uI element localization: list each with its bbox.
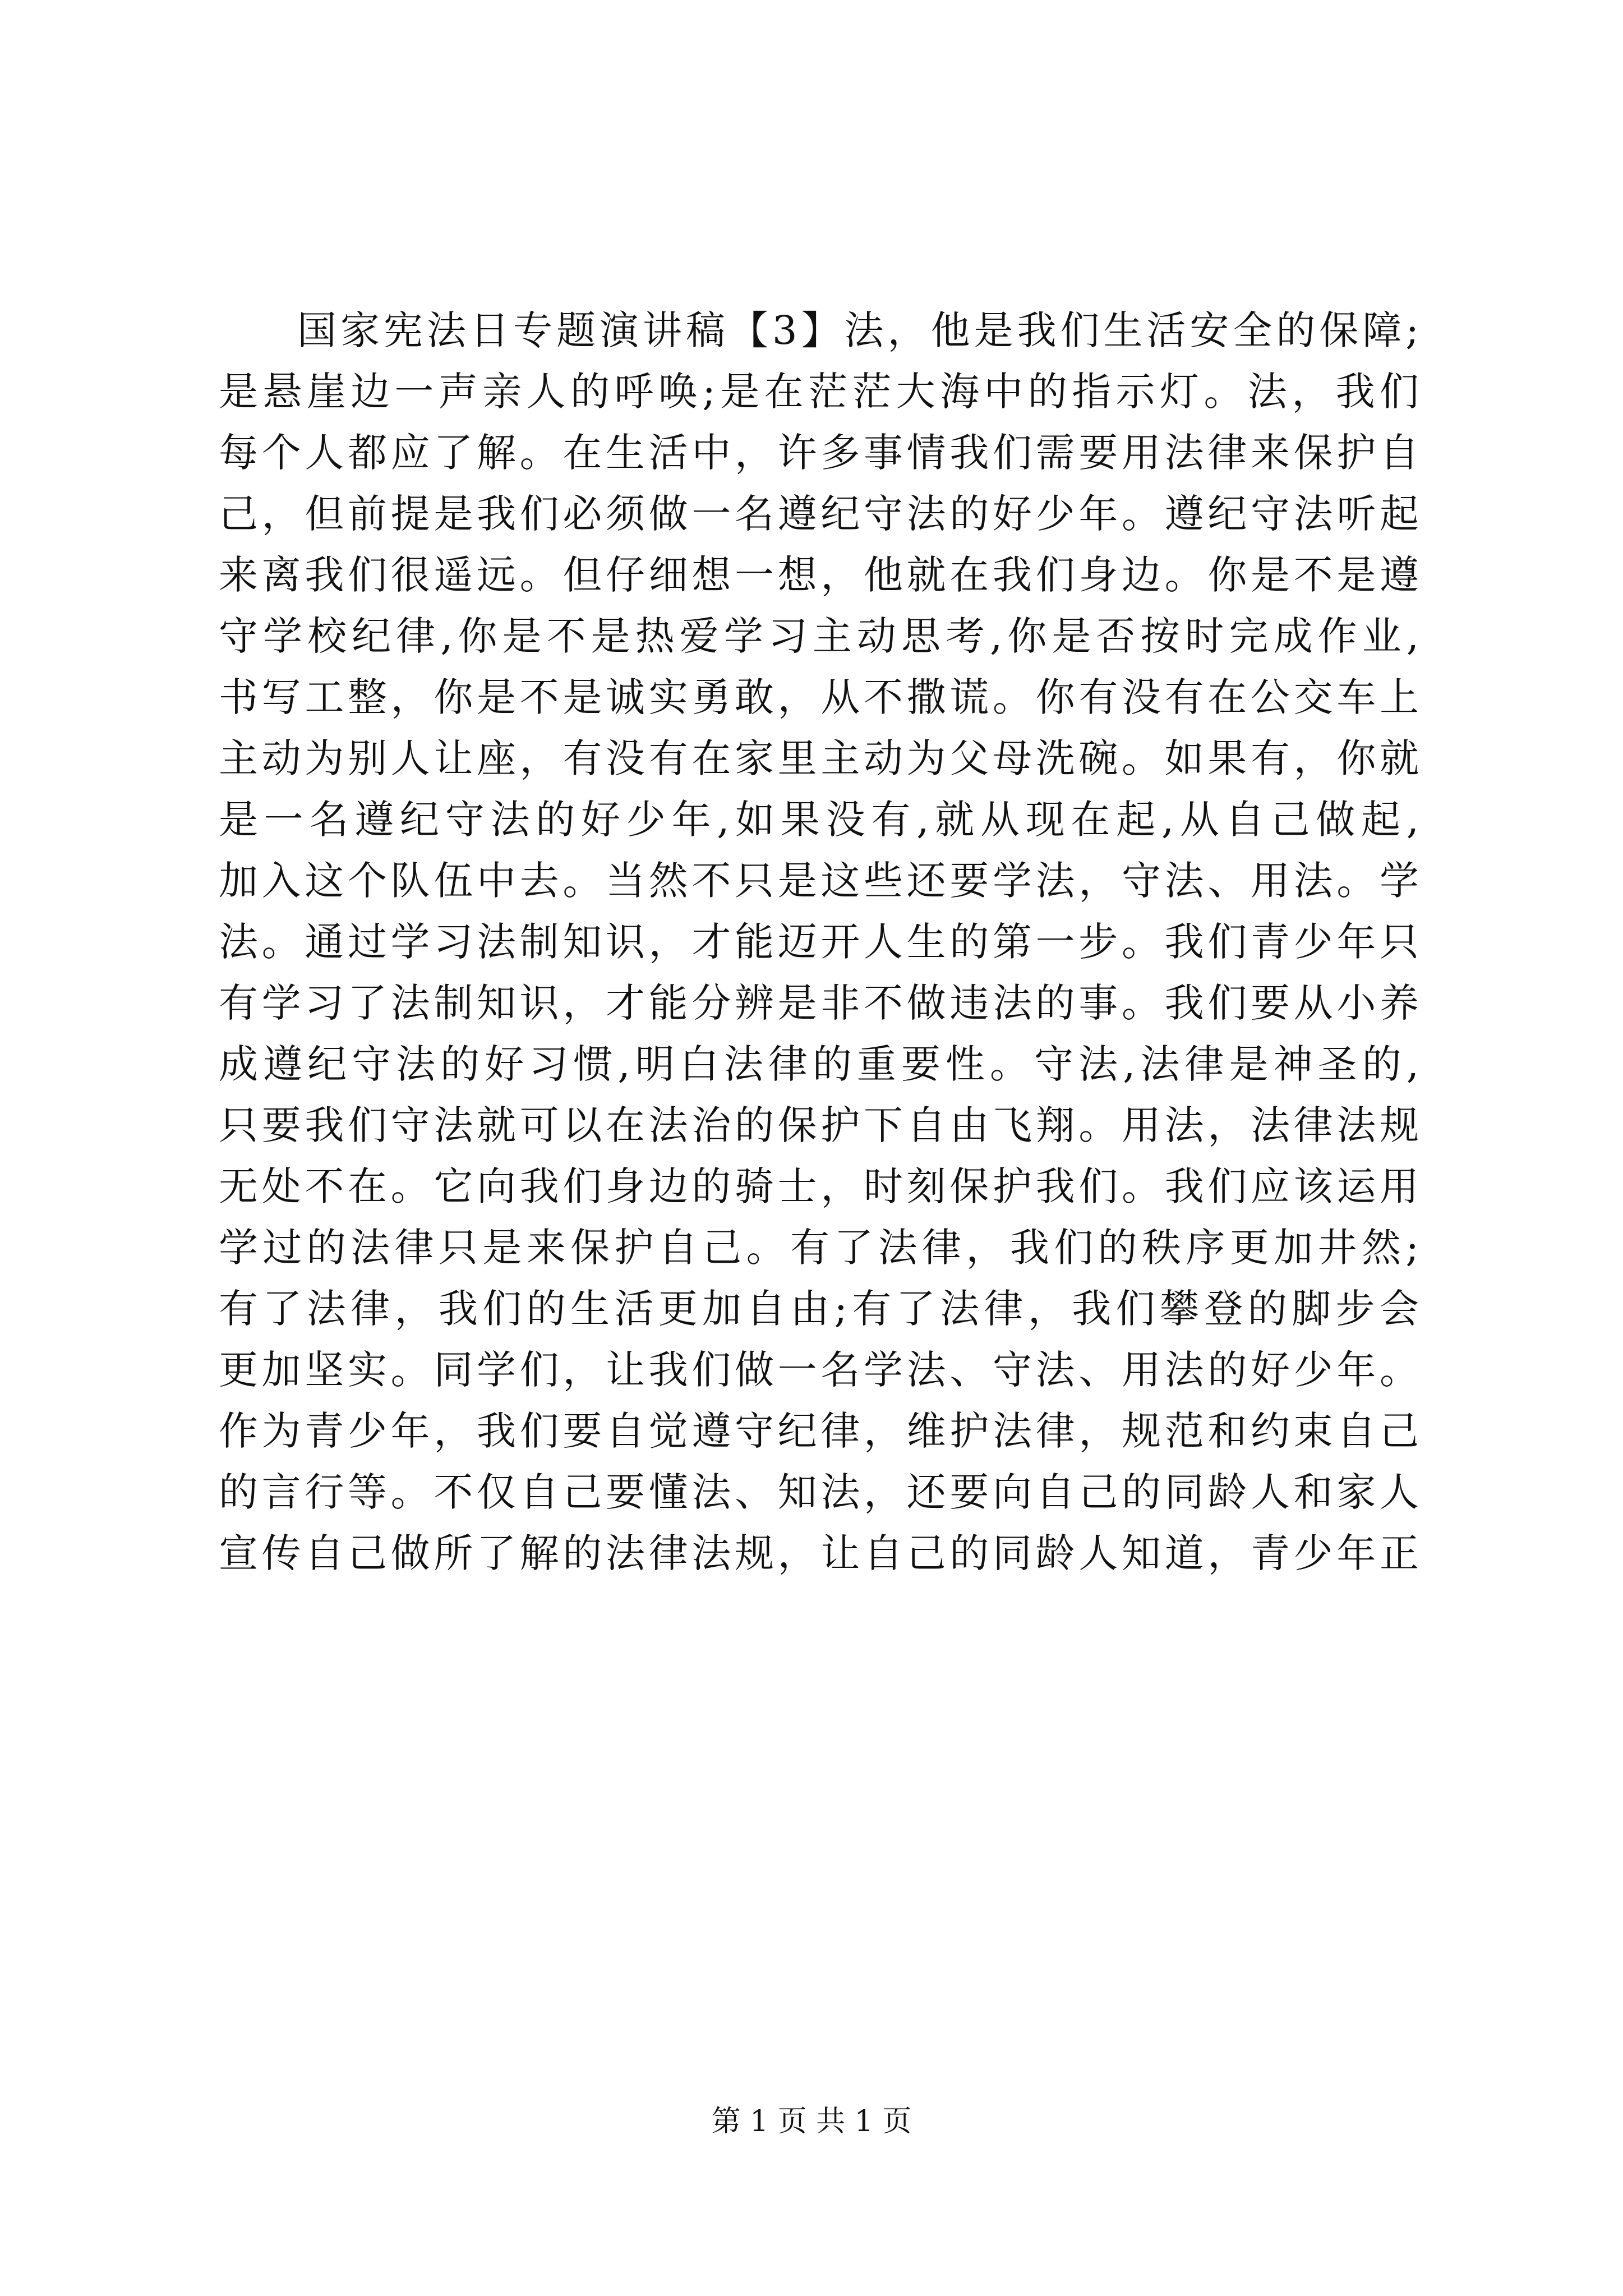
paragraph-line: 无处不在。它向我们身边的骑士，时刻保护我们。我们应该运用 bbox=[219, 1163, 1419, 1209]
paragraph-line: 是悬崖边一声亲人的呼唤;是在茫茫大海中的指示灯。法，我们 bbox=[219, 369, 1419, 415]
paragraph-line: 宣传自己做所了解的法律法规，让自己的同龄人知道，青少年正 bbox=[219, 1530, 1419, 1576]
paragraph-line: 有学习了法制知识，才能分辨是非不做违法的事。我们要从小养 bbox=[219, 980, 1419, 1026]
paragraph-line: 更加坚实。同学们，让我们做一名学法、守法、用法的好少年。 bbox=[219, 1347, 1419, 1393]
paragraph-line: 有了法律，我们的生活更加自由;有了法律，我们攀登的脚步会 bbox=[219, 1286, 1419, 1332]
paragraph-line: 主动为别人让座，有没有在家里主动为父母洗碗。如果有，你就 bbox=[219, 735, 1419, 781]
paragraph-line: 每个人都应了解。在生活中，许多事情我们需要用法律来保护自 bbox=[219, 430, 1419, 476]
paragraph-line: 成遵纪守法的好习惯,明白法律的重要性。守法,法律是神圣的, bbox=[219, 1041, 1419, 1087]
paragraph-line: 法。通过学习法制知识，才能迈开人生的第一步。我们青少年只 bbox=[219, 919, 1419, 965]
paragraph-line: 书写工整，你是不是诚实勇敢，从不撒谎。你有没有在公交车上 bbox=[219, 674, 1419, 720]
paragraph-line: 加入这个队伍中去。当然不只是这些还要学法，守法、用法。学 bbox=[219, 858, 1419, 904]
paragraph-line: 是一名遵纪守法的好少年,如果没有,就从现在起,从自己做起, bbox=[219, 797, 1419, 843]
paragraph-line: 只要我们守法就可以在法治的保护下自由飞翔。用法，法律法规 bbox=[219, 1102, 1419, 1148]
paragraph-line: 作为青少年，我们要自觉遵守纪律，维护法律，规范和约束自己 bbox=[219, 1408, 1419, 1454]
paragraph-line: 的言行等。不仅自己要懂法、知法，还要向自己的同龄人和家人 bbox=[219, 1469, 1419, 1515]
paragraph-line: 国家宪法日专题演讲稿【3】法，他是我们生活安全的保障; bbox=[297, 307, 1419, 353]
paragraph-line: 学过的法律只是来保护自己。有了法律，我们的秩序更加井然; bbox=[219, 1225, 1419, 1271]
paragraph-line: 守学校纪律,你是不是热爱学习主动思考,你是否按时完成作业, bbox=[219, 613, 1419, 659]
paragraph-line: 己，但前提是我们必须做一名遵纪守法的好少年。遵纪守法听起 bbox=[219, 491, 1419, 537]
document-body bbox=[219, 300, 1419, 1584]
paragraph-line: 来离我们很遥远。但仔细想一想，他就在我们身边。你是不是遵 bbox=[219, 552, 1419, 598]
page-number-footer: 第 1 页 共 1 页 bbox=[711, 2105, 912, 2138]
